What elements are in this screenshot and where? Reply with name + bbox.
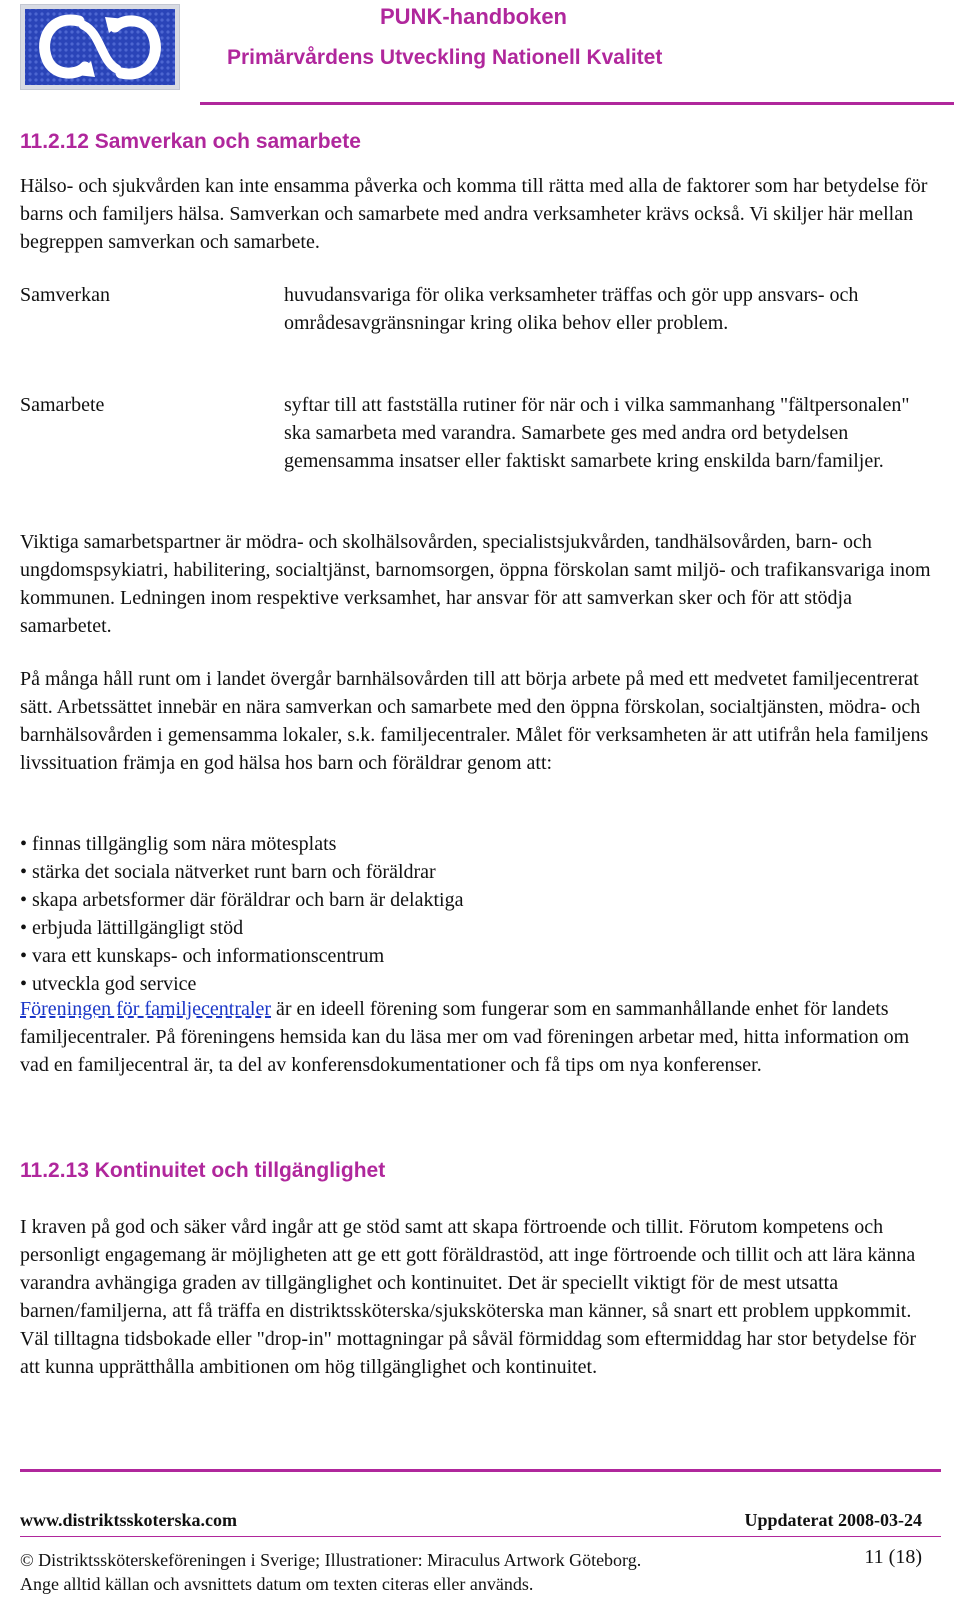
header-title: PUNK-handboken (380, 4, 567, 29)
header-divider (200, 102, 954, 105)
association-link[interactable]: Föreningen för familjecentraler (20, 998, 271, 1020)
logo (20, 4, 180, 90)
list-item: • vara ett kunskaps- och informationscentrum (20, 942, 463, 970)
section-heading: 11.2.12 Samverkan och samarbete (20, 130, 361, 153)
logo-graphic (21, 5, 179, 89)
list-item: • skapa arbetsformer där föräldrar och barn är delaktiga (20, 886, 463, 914)
continuity-paragraph: I kraven på god och säker vård ingår att ge stöd samt att skapa förtroende och tillit. Förutom kompetens och personligt engagemang är möjligheten att ge ett gott föräldrastöd, att inge förtroende och tillit och att lära känna varandra avhängiga graden av tillgänglighet och kontinuitet. Det är speciellt viktigt för de mest utsatta barnen/familjerna, att få träffa en distriktssköterska/sjuksköterska man känner, så snart ett problem uppkommit. Väl tilltagna tidsbokade eller "drop-in" mottagningar på såväl förmiddag som eftermiddag har stor betydelse för att kunna upprätthålla ambitionen om hög tillgänglighet och kontinuitet. (20, 1216, 917, 1378)
list-item: • finnas tillgänglig som nära mötesplats (20, 830, 463, 858)
goals-list (20, 830, 463, 998)
page-header (0, 0, 960, 110)
definition-term: Samverkan (20, 284, 110, 306)
footer-copyright: © Distriktssköterskeföreningen i Sverige; Illustrationer: Miraculus Artwork Göteborg. (20, 1550, 642, 1570)
page-number: 11 (18) (864, 1546, 922, 1568)
section-heading: 11.2.13 Kontinuitet och tillgänglighet (20, 1159, 386, 1182)
definition-text: huvudansvariga för olika verksamheter träffas och gör upp ansvars- och områdesavgränsningar kring olika behov eller problem. (284, 284, 859, 334)
list-item: • stärka det sociala nätverket runt barn och föräldrar (20, 858, 463, 886)
footer-divider (20, 1536, 941, 1537)
footer-updated: Uppdaterat 2008-03-24 (744, 1510, 922, 1530)
header-subtitle: Primärvårdens Utveckling Nationell Kvalitet (227, 46, 663, 69)
association-text: är en ideell förening som fungerar som en sammanhållande enhet för landets familjecentraler. På föreningens hemsida kan du läsa mer om vad föreningen arbetar med, hitta information om vad en familjecentral är, ta del av konferensdokumentationer och få tips om nya konferenser. (20, 998, 910, 1076)
footer-divider (20, 1469, 941, 1472)
definition-term: Samarbete (20, 394, 105, 416)
definition-text: syftar till att fastställa rutiner för när och i vilka sammanhang "fältpersonalen" ska samarbeta med varandra. Samarbete ges med andra ord betydelsen gemensamma insatser eller faktiskt samarbete kring enskilda barn/familjer. (284, 394, 910, 472)
footer-copyright-block (20, 1548, 641, 1596)
footer-site: www.distriktsskoterska.com (20, 1510, 238, 1530)
family-centers-paragraph: På många håll runt om i landet övergår barnhälsovården till att börja arbete på med ett medvetet familjecentrerat sätt. Arbetssättet innebär en nära samverkan och samarbete med den öppna förskolan, socialtjänsten, mödra- och barnhälsovården i gemensamma lokaler, s.k. familjecentraler. Målet för verksamheten är att utifrån hela familjens livssituation främja en god hälsa hos barn och föräldrar genom att: (20, 668, 929, 774)
association-paragraph (20, 995, 940, 1079)
intro-paragraph: Hälso- och sjukvården kan inte ensamma påverka och komma till rätta med alla de faktorer som har betydelse för barns och familjers hälsa. Samverkan och samarbete med andra verksamheter krävs också. Vi skiljer här mellan begreppen samverkan och samarbete. (20, 175, 928, 253)
footer-notice: Ange alltid källan och avsnittets datum om texten citeras eller används. (20, 1574, 534, 1594)
partners-paragraph: Viktiga samarbetspartner är mödra- och skolhälsovården, specialistsjukvården, tandhälsovården, barn- och ungdomspsykiatri, habilitering, socialtjänst, barnomsorgen, öppna förskolan samt miljö- och trafikansvariga inom kommunen. Ledningen inom respektive verksamhet, har ansvar för att samverkan sker och för att stödja samarbetet. (20, 531, 931, 637)
list-item: • erbjuda lättillgängligt stöd (20, 914, 463, 942)
list-item: • utveckla god service (20, 970, 463, 998)
